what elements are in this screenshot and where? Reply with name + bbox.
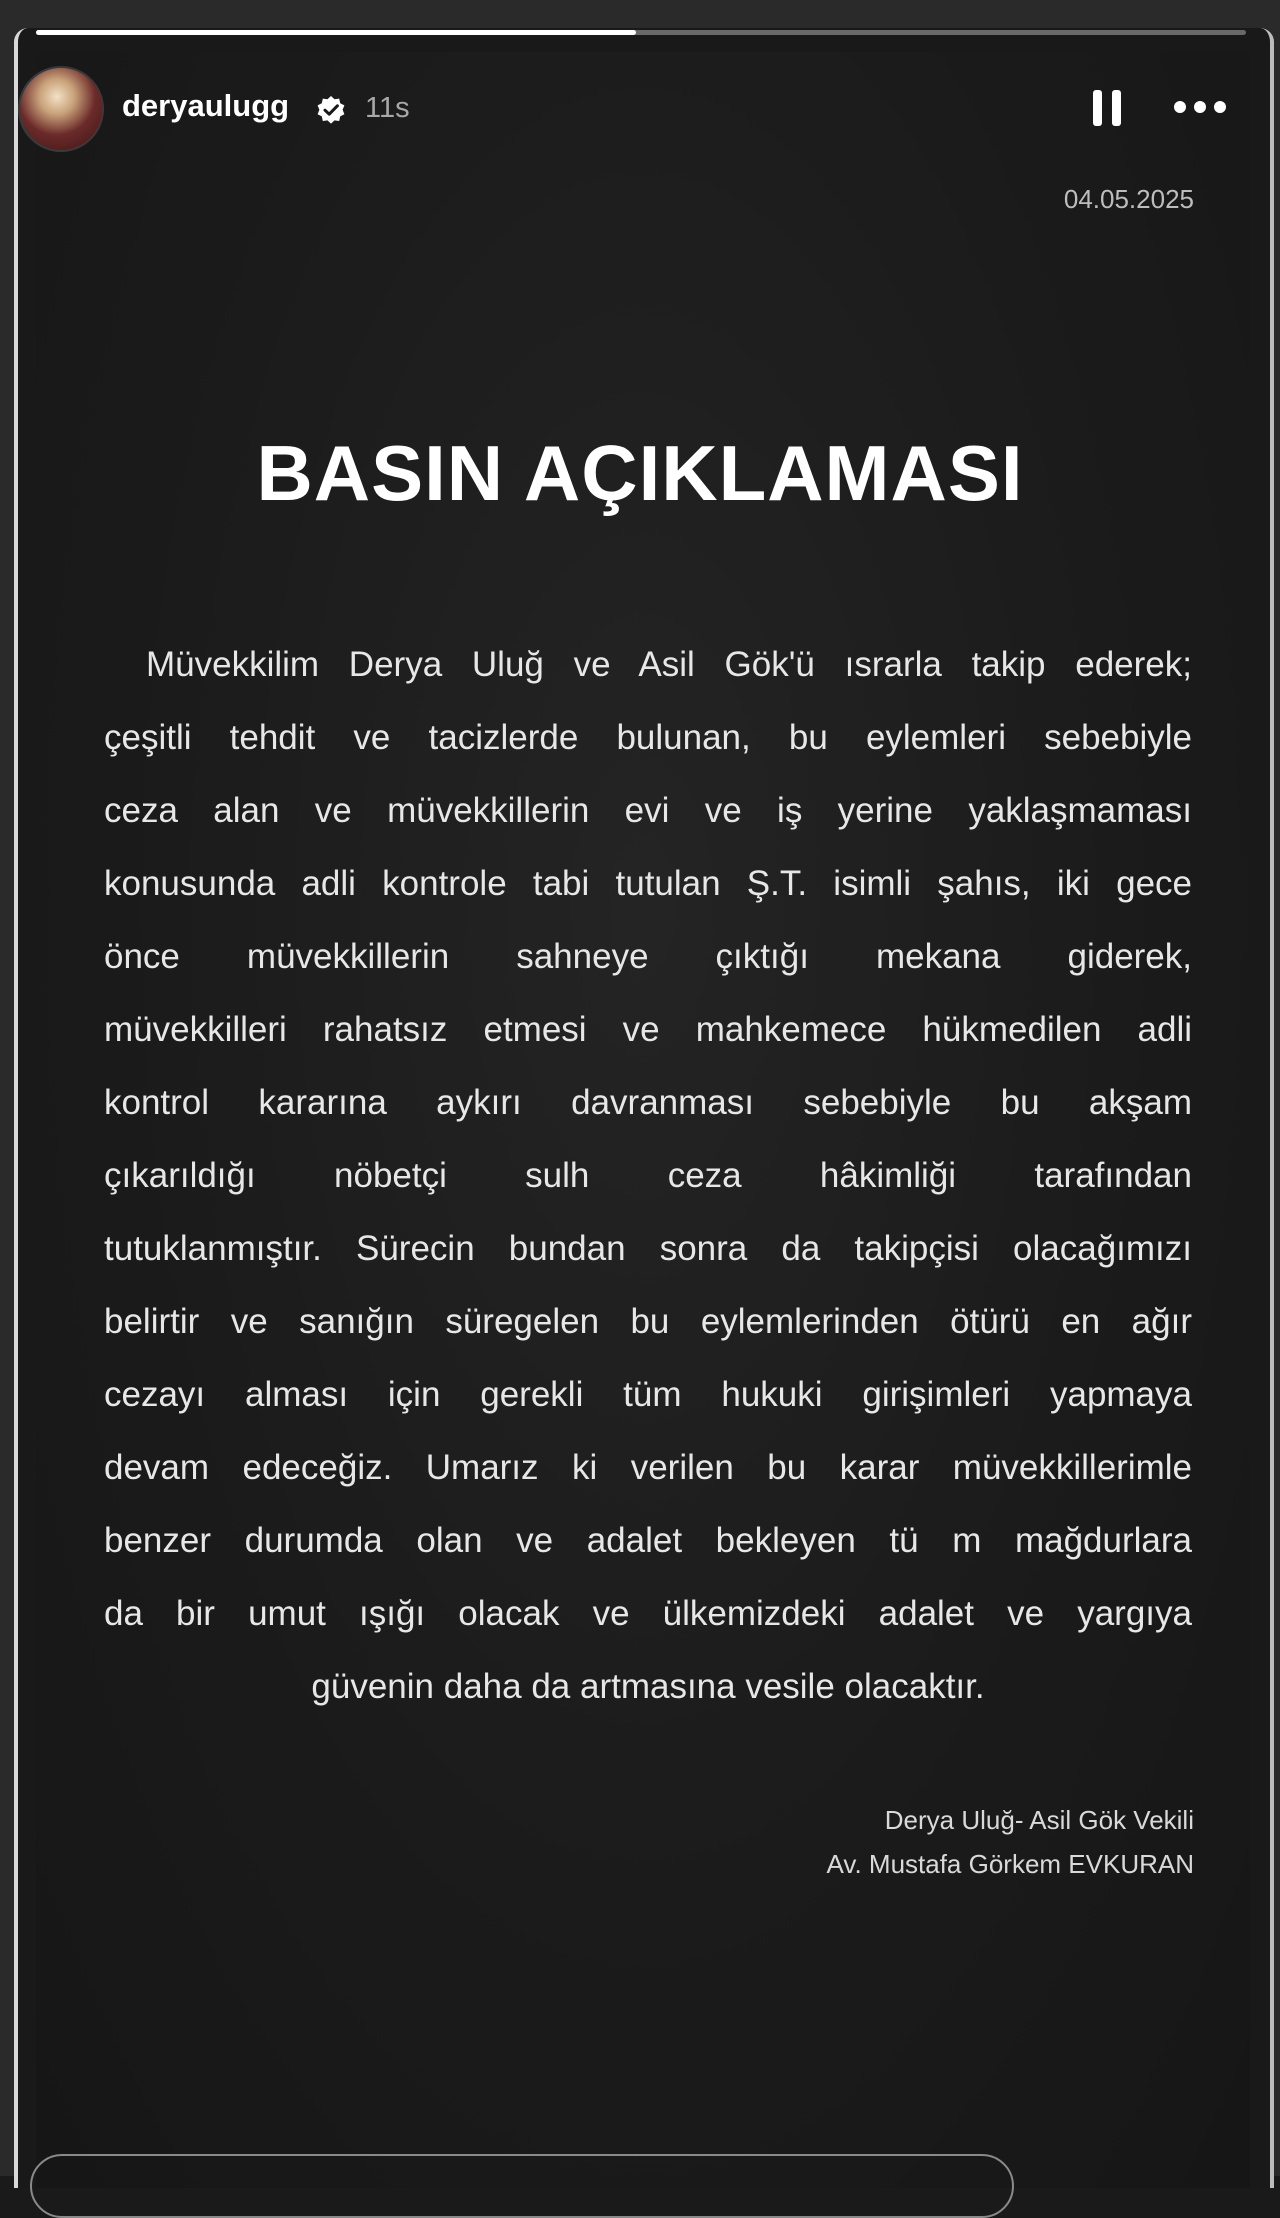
document-line: Müvekkilim Derya Uluğ ve Asil Gök'ü ısrarla takip ederek; [146,645,1192,684]
avatar[interactable] [18,66,104,152]
document-line: devam edeceğiz. Umarız ki verilen bu karar müvekkillerimle [104,1448,1192,1487]
username[interactable]: deryaulugg [122,88,290,123]
document-title: BASIN AÇIKLAMASI [256,429,1024,517]
document-body [104,628,1192,1723]
document-line: da bir umut ışığı olacak ve ülkemizdeki adalet ve yargıya [104,1594,1192,1633]
document-line: çeşitli tehdit ve tacizlerde bulunan, bu eylemleri sebebiyle [104,718,1192,757]
document-line: müvekkilleri rahatsız etmesi ve mahkemece hükmedilen adli [104,1010,1192,1049]
document-line: tutuklanmıştır. Sürecin bundan sonra da takipçisi olacağımızı [104,1229,1192,1268]
story-progress-track [36,30,1246,35]
document-line: çıkarıldığı nöbetçi sulh ceza hâkimliği tarafından [104,1156,1192,1195]
document-line: kontrol kararına aykırı davranması sebebiyle bu akşam [104,1083,1192,1122]
document-line: benzer durumda olan ve adalet bekleyen tü m mağdurlara [104,1521,1192,1560]
document-signature [827,1798,1194,1886]
verified-badge-icon [316,95,346,125]
pause-icon[interactable] [1090,88,1124,128]
more-options-icon[interactable] [1172,94,1228,120]
document-line: güvenin daha da artmasına vesile olacaktır. [311,1667,985,1706]
signature-line-2: Av. Mustafa Görkem EVKURAN [826,1849,1194,1879]
document-line: cezayı alması için gerekli tüm hukuki girişimleri yapmaya [104,1375,1192,1414]
document-line: konusunda adli kontrole tabi tutulan Ş.T. isimli şahıs, iki gece [104,864,1192,903]
document-line: ceza alan ve müvekkillerin evi ve iş yerine yaklaşmaması [104,791,1192,830]
progress-segment-1 [36,30,636,35]
reply-input[interactable] [30,2154,1014,2218]
document-line: belirtir ve sanığın süregelen bu eylemlerinden ötürü en ağır [104,1302,1192,1341]
document-line: önce müvekkillerin sahneye çıktığı mekana giderek, [104,937,1192,976]
post-age: 11s [365,92,410,124]
signature-line-1: Derya Uluğ- Asil Gök Vekili [884,1805,1194,1835]
document-date: 04.05.2025 [1063,184,1194,214]
